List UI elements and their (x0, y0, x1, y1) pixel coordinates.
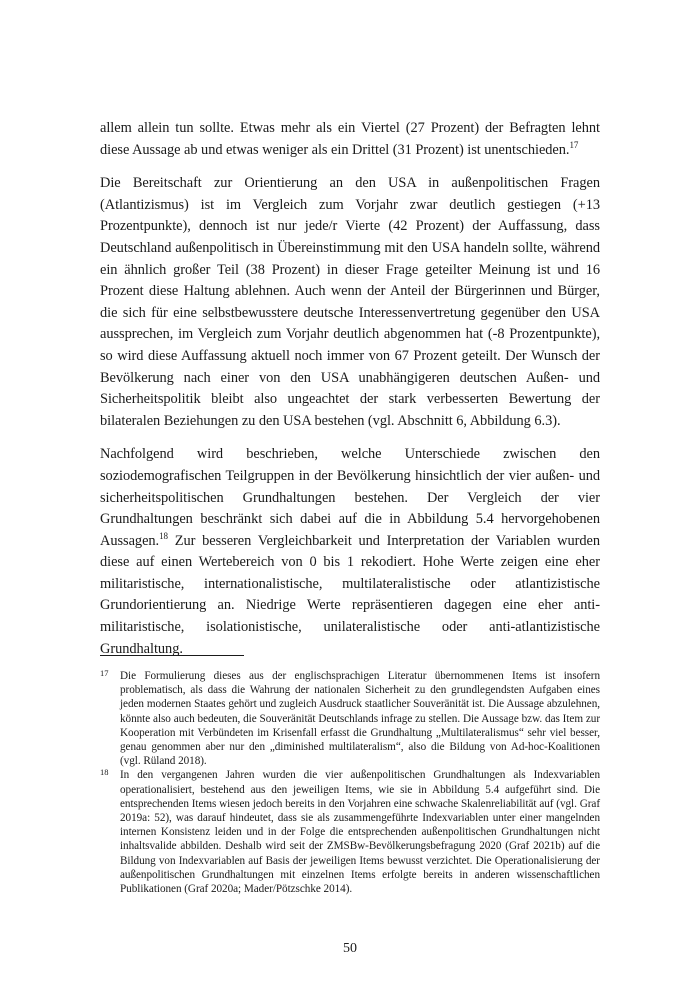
footnote-17 (100, 669, 600, 768)
footnotes (100, 669, 600, 896)
body-text (100, 118, 600, 672)
footnote-text: Die Formulierung dieses aus der englischsprachigen Literatur übernommenen Items ist insofern problematisch, als dass die Wahrung der nationalen Sicherheit zu den grundlegendsten Aufgaben eines jeden modernen Staates gehört und zugleich Ausdruck staatlicher Souveränität ist. Die Aussage abzulehnen, könnte also auch bedeuten, die Souveränität Deutschlands infrage zu stellen. Die Aussage bzw. das Item zur Kooperation mit Verbündeten im Krisenfall erfasst die Grundhaltung „Multilateralismus“ sehr viel besser, genau genommen aber nur den „diminished multilateralism“, also die Bildung von Ad-hoc-Koalitionen (vgl. Rüland 2018). (120, 670, 600, 768)
footnote-text: In den vergangenen Jahren wurden die vier außenpolitischen Grundhaltungen als Indexvariablen operationalisiert, bestehend aus den jeweiligen Items, wie sie in Abbildung 5.4 aufgeführt sind. Die entsprechenden Items wiesen jedoch bereits in den Vorjahren eine schwache Skalenreliabilität auf (vgl. Graf 2019a: 52), was darauf hindeutet, dass sie als zusammengeführte Indexvariablen unter einer mangelnden internen Konsistenz leiden und in der Folge die entsprechenden außenpolitischen Grundhaltungen nicht inhaltsvalide abbilden. Deshalb wird seit der ZMSBw-Bevölkerungsbefragung 2020 (Graf 2021b) auf die Bildung von Indexvariablen auf Basis der jeweiligen Items bewusst verzichtet. Die Operationalisierung der außenpolitischen Grundhaltungen mit einzelnen Items erfolgte bereits in anderen wissenschaftlichen Publikationen (Graf 2020a; Mader/Pötzschke 2014). (120, 769, 600, 896)
paragraph-3: Nachfolgend wird beschrieben, welche Unterschiede zwischen den soziodemografischen Teilgruppen in der Bevölkerung hinsichtlich der vier außen- und sicherheitspolitischen Grundhaltungen bestehen. Der Vergleich der vier Grundhaltungen beschränkt sich dabei auf die in Abbildung 5.4 hervorgehobenen Aussagen.$^{18}$ Zur besseren Vergleichbarkeit und Interpretation der Variablen wurden diese auf einen Wertebereich von 0 bis 1 rekodiert. Hohe Werte zeigen eine eher militaristische, internationalistische, multilateralistische oder atlantizistische Grundorientierung an. Niedrige Werte repräsentieren dagegen eine eher anti-militaristische, isolationistische, unilateralistische oder anti-atlantizistische Grundhaltung. (100, 446, 600, 657)
footnote-ref-18[interactable]: 18 (159, 530, 169, 541)
footnote-18 (100, 768, 600, 896)
footnote-number: 18 (100, 767, 109, 778)
footnote-divider (100, 655, 244, 656)
footnote-number: 17 (100, 668, 109, 678)
paragraph-2: Die Bereitschaft zur Orientierung an den USA in außenpolitischen Fragen (Atlantizismus) ist im Vergleich zum Vorjahr zwar deutlich gestiegen (+13 Prozentpunkte), dennoch ist nur jede/r Vierte (42 Prozent) der Auffassung, dass Deutschland außenpolitisch in Übereinstimmung mit den USA handeln sollte, während ein ähnlich großer Teil (38 Prozent) in dieser Frage geteilter Meinung ist und 16 Prozent diese Haltung ablehnen. Auch wenn der Anteil der Bürgerinnen und Bürger, die sich für eine selbstbewusstere deutsche Interessenvertretung gegenüber den USA aussprechen, im Vergleich zum Vorjahr deutlich abgenommen hat (-8 Prozentpunkte), so wird diese Auffassung aktuell noch immer von 67 Prozent geteilt. Der Wunsch der Bevölkerung nach einer von den USA unabhängigeren deutschen Außen- und Sicherheitspolitik bleibt also ungeachtet der stark verbesserten Bewertung der bilateralen Beziehungen zu den USA bestehen (vgl. Abschnitt 6, Abbildung 6.3). (100, 175, 600, 429)
paragraph-1: allem allein tun sollte. Etwas mehr als ein Viertel (27 Prozent) der Befragten lehnt diese Aussage ab und etwas weniger als ein Drittel (31 Prozent) ist unentschieden.$^{17}$ (100, 120, 600, 158)
page-number: 50 (343, 941, 357, 956)
footnote-ref-17[interactable]: 17 (569, 139, 579, 150)
